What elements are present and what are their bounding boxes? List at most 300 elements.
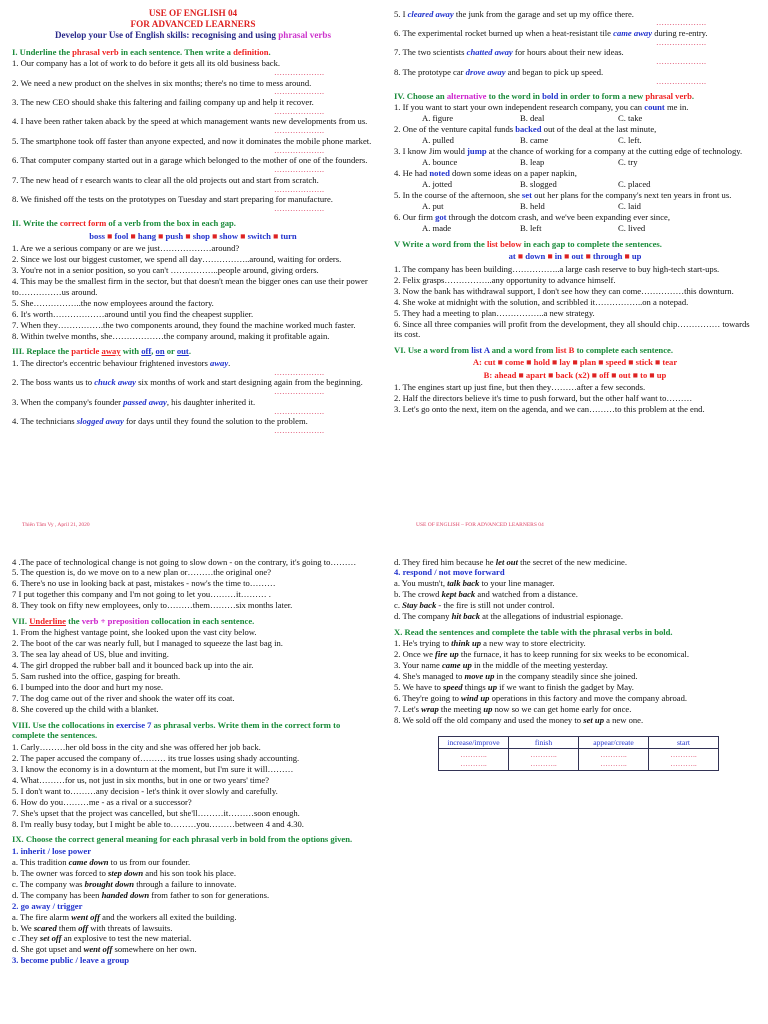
- word-box-item: through: [592, 251, 623, 262]
- cell-blank: ………..: [670, 750, 697, 760]
- highlighted-phrasal-verb: kept back: [441, 589, 476, 600]
- page-subtitle: Develop your Use of English skills: recognising and using phrasal verbs: [54, 30, 332, 41]
- exercise-item: [394, 124, 756, 134]
- sentence-text: 6. They're going to: [394, 693, 462, 704]
- left-column: [12, 8, 374, 435]
- sentence-text: at the chance of working for a company at the cutting edge of technology.: [486, 146, 743, 157]
- sentence-text: 5. We have to: [394, 682, 444, 693]
- sentence-text: c. The company was: [12, 878, 85, 889]
- exercise-item: 4. What………for us, not just in six months, but in one or two years' time?: [12, 774, 270, 785]
- bold-word: set: [521, 190, 532, 201]
- sentence-text: 8. We sold off the old company and used the money to: [394, 715, 584, 726]
- answer-option: B. deal: [520, 113, 545, 124]
- section-2-heading: II. Write the correct form of a verb from the box in each gap.: [12, 218, 236, 229]
- exercise-item: 1. The company has been building……………..a large cash reserve to buy high-tech start-ups.: [394, 263, 720, 274]
- word-box-item: speed: [605, 357, 627, 368]
- sentence-text: and watched from a distance.: [475, 589, 578, 600]
- table-header-cell: appear/create: [579, 736, 649, 748]
- word-box-item: hang: [137, 230, 157, 241]
- answer-blank: ……………….: [274, 184, 324, 194]
- highlighted-phrasal-verb: drove away: [465, 66, 506, 77]
- section-2-word-box: [12, 231, 374, 241]
- separator-icon: ■: [495, 357, 506, 368]
- exercise-item: 5. The question is, do we move on to a new plan or………the original one?: [12, 567, 272, 578]
- word-box-item: to: [640, 369, 648, 380]
- right-column-2: [394, 556, 756, 771]
- separator-icon: ■: [516, 369, 526, 380]
- separator-icon: ■: [270, 230, 281, 241]
- exercise-item: [12, 923, 374, 933]
- exercise-item: [394, 578, 756, 588]
- exercise-item: [394, 715, 756, 725]
- answer-blank: ……………….: [274, 367, 324, 377]
- word-box-item: up: [631, 251, 642, 262]
- meaning-group-label: 1. inherit / lose power: [12, 845, 92, 856]
- answer-option: A. jotted: [422, 179, 453, 190]
- sentence-text: for hours about their new ideas.: [512, 47, 624, 58]
- sentence-text: d. She got upset and: [12, 944, 84, 955]
- answer-blank: ……………….: [274, 204, 324, 214]
- highlighted-phrasal-verb: came away: [613, 27, 653, 38]
- section-3-heading: III. Replace the particle away with off, on or out.: [12, 346, 191, 357]
- sentence-text: b. The owner was forced to: [12, 867, 109, 878]
- exercise-item: [394, 589, 756, 599]
- section-5-items: [394, 264, 756, 340]
- phrasal-verb-table: [438, 736, 719, 771]
- bold-phrasal-verb: went off: [83, 944, 113, 955]
- highlighted-phrasal-verb: wind up: [461, 693, 490, 704]
- highlighted-phrasal-verb: passed away: [123, 396, 167, 407]
- separator-icon: ■: [209, 230, 220, 241]
- section-9-items-continued: [394, 557, 756, 567]
- answer-blank: ……………….: [274, 106, 324, 116]
- bold-phrasal-verb: set off: [39, 933, 62, 944]
- answer-blank: ……………….: [274, 87, 324, 97]
- word-box-item: down: [525, 251, 546, 262]
- highlighted-phrasal-verb: set up: [583, 715, 604, 726]
- exercise-item: 3. You're not in a senior position, so you can't ……………..people around, giving orders.: [12, 265, 319, 276]
- section-9-items: [12, 846, 374, 966]
- sentence-text: 7. Let's: [394, 704, 422, 715]
- word-box-item: apart: [525, 369, 546, 380]
- exercise-item: [12, 397, 374, 407]
- answer-options: [394, 223, 756, 233]
- highlighted-phrasal-verb: Stay back: [402, 600, 437, 611]
- sentence-text: the secret of the new medicine.: [517, 556, 627, 567]
- cell-blank: ………..: [530, 750, 557, 760]
- separator-icon: ■: [549, 357, 560, 368]
- exercise-item: 5. They had a meeting to plan……………..a new strategy.: [394, 307, 595, 318]
- word-box-item: back (x2): [555, 369, 590, 380]
- word-box-item: up: [656, 369, 667, 380]
- answer-options: [394, 113, 756, 123]
- answer-option: A. put: [422, 201, 444, 212]
- exercise-item: 3. The new CEO should shake this faltering and failing company up and help it recover.: [12, 96, 314, 107]
- sentence-text: b. We: [12, 922, 34, 933]
- answer-option: C. try: [618, 157, 638, 168]
- section-6-list-b: [394, 370, 756, 380]
- section-7-heading: VII. Underline the verb + preposition collocation in each sentence.: [12, 615, 255, 626]
- separator-icon: ■: [589, 369, 600, 380]
- section-9-group-label: 4. respond / not move forward: [394, 567, 505, 578]
- answer-option: B. held: [520, 201, 545, 212]
- word-box-item: boss: [89, 230, 106, 241]
- highlighted-phrasal-verb: chatted away: [466, 47, 513, 58]
- exercise-item: 6. How do you………me - as a rival or a successor?: [12, 796, 192, 807]
- cell-blank: ………..: [600, 759, 627, 769]
- answer-blank: ……………….: [274, 165, 324, 175]
- exercise-item: 7 I put together this company and I'm not going to let you………it……… .: [12, 589, 271, 600]
- answer-option: B. leap: [520, 157, 545, 168]
- highlighted-phrasal-verb: cleared away: [407, 8, 454, 19]
- section-7-items: [12, 627, 374, 714]
- sentence-text: 1. He's trying to: [394, 638, 452, 649]
- page-title-line2: FOR ADVANCED LEARNERS: [130, 19, 256, 30]
- section-3-items-continued: [394, 9, 756, 86]
- separator-icon: ■: [545, 369, 556, 380]
- word-box-item: stick: [635, 357, 653, 368]
- sentence-text: them: [56, 922, 79, 933]
- answer-option: C. left.: [618, 135, 642, 146]
- section-4-heading: IV. Choose an alternative to the word in bold in order to form a new phrasal verb.: [394, 90, 695, 101]
- exercise-item: [394, 638, 756, 648]
- section-5-heading: V Write a word from the list below in each gap to complete the sentences.: [394, 238, 662, 249]
- sentence-text: to your line manager.: [479, 578, 555, 589]
- section-8-items: [12, 742, 374, 829]
- exercise-item: 1. The engines start up just fine, but then they………after a few seconds.: [394, 382, 646, 393]
- exercise-item: 4 .The pace of technological change is not going to slow down - on the contrary, it's going to………: [12, 556, 357, 567]
- separator-icon: ■: [652, 357, 663, 368]
- bold-word: backed: [515, 124, 542, 135]
- exercise-item: [12, 933, 374, 943]
- sentence-text: 5. In the course of the afternoon, she: [394, 190, 522, 201]
- sentence-text: through the dotcom crash, and we've been expanding ever since,: [446, 212, 671, 223]
- word-box-item: fool: [114, 230, 129, 241]
- answer-option: B. slogged: [520, 179, 557, 190]
- sentence-text: 3. When the company's founder: [12, 396, 124, 407]
- sentence-text: 3. I know Jim would: [394, 146, 468, 157]
- exercise-item: 2. The boot of the car was nearly full, but I managed to squeeze the last bag in.: [12, 638, 283, 649]
- separator-icon: ■: [583, 251, 593, 262]
- separator-icon: ■: [156, 230, 166, 241]
- separator-icon: ■: [238, 230, 248, 241]
- word-list-label: A:: [472, 357, 485, 368]
- sentence-text: 7. The two scientists: [394, 47, 467, 58]
- section-1-heading: I. Underline the phrasal verb in each sentence. Then write a definition.: [12, 46, 271, 57]
- bold-word: noted: [429, 168, 450, 179]
- sentence-text: 2. Once we: [394, 649, 436, 660]
- word-box-item: shop: [192, 230, 210, 241]
- table-body: [439, 749, 719, 771]
- bold-phrasal-verb: off: [78, 922, 89, 933]
- word-box-item: switch: [247, 230, 271, 241]
- exercise-item: 8. She covered up the child with a blanket.: [12, 704, 159, 715]
- exercise-item: [12, 416, 374, 426]
- sentence-text: a. The fire alarm: [12, 911, 72, 922]
- highlighted-phrasal-verb: up: [483, 704, 493, 715]
- meaning-group-label: 2. go away / trigger: [12, 900, 83, 911]
- sentence-text: the junk from the garage and set up my office there.: [453, 8, 634, 19]
- highlighted-phrasal-verb: think up: [451, 638, 482, 649]
- section-9-group-4-items: [394, 578, 756, 621]
- separator-icon: ■: [626, 357, 636, 368]
- exercise-item: 2. Half the directors believe it's time to push forward, but the other half want to………: [394, 393, 693, 404]
- exercise-item: 2. Felix grasps……………..any opportunity to advance himself.: [394, 274, 616, 285]
- answer-option: C. placed: [618, 179, 651, 190]
- bold-phrasal-verb: went off: [71, 911, 100, 922]
- bottom-sheet: [0, 548, 768, 1024]
- exercise-item: 3. I know the economy is in a downturn at the moment, but I'm sure it will………: [12, 763, 294, 774]
- sentence-text: 2. The boss wants us to: [12, 377, 95, 388]
- sentence-text: with threats of lawsuits.: [88, 922, 173, 933]
- exercise-item: 5. I don't want to………any decision - let's think it over slowly and carefully.: [12, 785, 278, 796]
- table-header-cell: increase/improve: [439, 736, 509, 748]
- highlighted-phrasal-verb: fire up: [435, 649, 459, 660]
- exercise-item: 6. I bumped into the door and hurt my nose.: [12, 682, 164, 693]
- sentence-text: and the workers all exited the building.: [99, 911, 237, 922]
- table-cell: [649, 749, 719, 771]
- answer-blank: ……………….: [656, 18, 706, 28]
- section-3-items: [12, 358, 374, 435]
- sentence-text: 4. She's managed to: [394, 671, 465, 682]
- highlighted-phrasal-verb: wrap: [421, 704, 439, 715]
- exercise-item: [394, 557, 756, 567]
- cell-blank: ………..: [460, 759, 487, 769]
- answer-option: C. lived: [618, 223, 646, 234]
- sentence-text: down some ideas on a paper napkin,: [449, 168, 577, 179]
- table-cell: [509, 749, 579, 771]
- word-box-item: at: [508, 251, 516, 262]
- separator-icon: ■: [515, 251, 526, 262]
- sentence-text: a. You mustn't,: [394, 578, 448, 589]
- sentence-text: a new one.: [604, 715, 644, 726]
- sentence-text: if we want to finish the gadget by May.: [497, 682, 634, 693]
- separator-icon: ■: [622, 251, 632, 262]
- word-box-item: turn: [280, 230, 297, 241]
- bold-word: got: [435, 212, 447, 223]
- section-6-heading: VI. Use a word from list A and a word from list B to complete each sentence.: [394, 344, 673, 355]
- exercise-item: 7. The dog came out of the river and shook the water off its coat.: [12, 693, 235, 704]
- sentence-text: somewhere on her own.: [112, 944, 197, 955]
- exercise-item: 8. I'm really busy today, but I might be able to………you………between 4 and 4.30.: [12, 818, 304, 829]
- word-box-item: out: [571, 251, 584, 262]
- sentence-text: six months of work and start designing again from the beginning.: [135, 377, 363, 388]
- word-box-item: hold: [533, 357, 550, 368]
- sentence-text: the furnace, it has to keep running for six weeks to be economical.: [458, 649, 689, 660]
- bold-word: count: [644, 102, 665, 113]
- answer-option: A. bounce: [422, 157, 458, 168]
- separator-icon: ■: [105, 230, 115, 241]
- section-4-items: [394, 102, 756, 233]
- sentence-text: 6. The experimental rocket burned up when a heat-resistant tile: [394, 27, 614, 38]
- highlighted-phrasal-verb: hit back: [451, 611, 481, 622]
- highlighted-phrasal-verb: chuck away: [94, 377, 136, 388]
- highlighted-phrasal-verb: slogged away: [76, 416, 124, 427]
- exercise-item: [394, 102, 756, 112]
- exercise-item: 1. Our company has a lot of work to do before it gets all its old business back.: [12, 58, 281, 69]
- sentence-text: d. The company has been: [12, 889, 102, 900]
- sentence-text: during re-entry.: [652, 27, 708, 38]
- exercise-item: [394, 600, 756, 610]
- exercise-item: 5. She……………..the now employees around the factory.: [12, 297, 214, 308]
- bold-phrasal-verb: step down: [108, 867, 144, 878]
- exercise-item: 6. It's worth………………around until you find the cheapest supplier.: [12, 308, 254, 319]
- answer-blank: ……………….: [274, 426, 324, 436]
- exercise-item: [12, 890, 374, 900]
- sentence-text: c.: [394, 600, 403, 611]
- sentence-text: 3. Your name: [394, 660, 442, 671]
- footer-left: Thiên Tâm Vy , April 21, 2020: [22, 522, 90, 528]
- sentence-text: things: [462, 682, 488, 693]
- exercise-item: 6. Since all three companies will profit from the development, they all should chip…………… towards its cost.: [394, 318, 750, 340]
- exercise-item: [12, 868, 374, 878]
- footer-right: USE OF ENGLISH – FOR ADVANCED LEARNERS 04: [416, 522, 544, 528]
- exercise-item: [394, 671, 756, 681]
- separator-icon: ■: [630, 369, 641, 380]
- sentence-text: 4. The technicians: [12, 416, 77, 427]
- exercise-item: [394, 146, 756, 156]
- bold-phrasal-verb: came down: [68, 856, 109, 867]
- answer-option: C. laid: [618, 201, 641, 212]
- sentence-text: out of the deal at the last minute,: [541, 124, 657, 135]
- bold-phrasal-verb: brought down: [84, 878, 135, 889]
- exercise-item: 2. We need a new product on the shelves in six months; there's no time to mess around.: [12, 77, 312, 88]
- highlighted-phrasal-verb: away: [210, 357, 229, 368]
- highlighted-phrasal-verb: move up: [464, 671, 495, 682]
- exercise-item: [12, 912, 374, 922]
- sentence-text: for days until they found the solution to the problem.: [123, 416, 308, 427]
- answer-blank: ……………….: [656, 37, 706, 47]
- exercise-item: [394, 190, 756, 200]
- highlighted-phrasal-verb: came up: [441, 660, 472, 671]
- exercise-item: [12, 944, 374, 954]
- exercise-item: 8. We finished off the tests on the prototypes on Tuesday and start preparing for manufacture.: [12, 194, 333, 205]
- exercise-item: [394, 704, 756, 714]
- exercise-item: [394, 9, 756, 19]
- highlighted-phrasal-verb: let out: [495, 556, 518, 567]
- exercise-item: [394, 212, 756, 222]
- page-title: USE OF ENGLISH 04: [148, 8, 238, 18]
- exercise-item: 4. She woke at midnight with the solution, and scribbled it……………..on a notepad.: [394, 296, 689, 307]
- sentence-text: in the middle of the meeting yesterday.: [471, 660, 608, 671]
- answer-option: B. left: [520, 223, 542, 234]
- separator-icon: ■: [545, 251, 555, 262]
- answer-option: A. figure: [422, 113, 454, 124]
- bold-phrasal-verb: scared: [33, 922, 57, 933]
- cell-blank: ………..: [530, 759, 557, 769]
- right-column: [394, 8, 756, 415]
- section-10-items: [394, 638, 756, 725]
- cell-blank: ………..: [600, 750, 627, 760]
- sentence-text: out her plans for the company's next ten years in front us.: [531, 190, 732, 201]
- section-8-heading: VIII. Use the collocations in exercise 7 as phrasal verbs. Write them in the correct form to complete the sentences.: [12, 719, 341, 741]
- exercise-item: [394, 649, 756, 659]
- word-box-item: ahead: [494, 369, 517, 380]
- sentence-text: c .They: [12, 933, 40, 944]
- exercise-item: [394, 28, 756, 38]
- sentence-text: operations in this factory and move the company abroad.: [489, 693, 688, 704]
- section-1-items: [12, 58, 374, 213]
- exercise-item: [12, 857, 374, 867]
- word-box-item: push: [165, 230, 184, 241]
- sentence-text: a new way to store electricity.: [481, 638, 586, 649]
- word-box-item: come: [505, 357, 525, 368]
- sentence-text: d. They fired him because he: [394, 556, 496, 567]
- sentence-text: now so we can get home early for once.: [492, 704, 632, 715]
- exercise-item: 7. She's upset that the project was cancelled, but she'll………it………soon enough.: [12, 807, 300, 818]
- word-box-item: tear: [662, 357, 678, 368]
- exercise-item: 1. Are we a serious company or are we just………………around?: [12, 243, 240, 254]
- exercise-item: 3. Now the bank has withdrawal support, I don't see how they can come……………this downturn.: [394, 285, 734, 296]
- sentence-text: b. The crowd: [394, 589, 442, 600]
- separator-icon: ■: [183, 230, 193, 241]
- answer-blank: ……………….: [656, 76, 706, 86]
- answer-blank: ……………….: [274, 126, 324, 136]
- word-box-item: in: [554, 251, 562, 262]
- sentence-text: in the company steadily since she joined.: [494, 671, 638, 682]
- answer-blank: ……………….: [274, 145, 324, 155]
- table-row: [439, 749, 719, 771]
- sentence-text: d. The company: [394, 611, 452, 622]
- highlighted-phrasal-verb: up: [487, 682, 497, 693]
- exercise-item: 7. When they…………….the two components around, they found the machine worked much faster.: [12, 319, 356, 330]
- exercise-item: [12, 377, 374, 387]
- separator-icon: ■: [596, 357, 606, 368]
- sentence-text: from father to son for generations.: [149, 889, 270, 900]
- sentence-text: me in.: [664, 102, 689, 113]
- answer-options: [394, 135, 756, 145]
- section-10-heading: X. Read the sentences and complete the table with the phrasal verbs in bold.: [394, 626, 673, 637]
- exercise-item: [394, 693, 756, 703]
- sentence-text: 2. One of the venture capital funds: [394, 124, 516, 135]
- exercise-item: 4. The girl dropped the rubber ball and it bounced back up into the air.: [12, 660, 254, 671]
- section-5-word-box: [394, 251, 756, 261]
- sentence-text: 8. The prototype car: [394, 66, 466, 77]
- left-column-2: [12, 556, 374, 966]
- exercise-item: 2. Since we lost our biggest customer, we spend all day……………..around, waiting for orders.: [12, 254, 342, 265]
- answer-options: [394, 179, 756, 189]
- answer-option: C. take: [618, 113, 643, 124]
- sentence-text: the meeting: [438, 704, 484, 715]
- sentence-text: 5. I: [394, 8, 408, 19]
- exercise-item: 6. That computer company started out in a garage which belonged to the mother of one of the founders.: [12, 155, 368, 166]
- meaning-group-label: 3. become public / leave a group: [12, 955, 130, 966]
- exercise-item: 1. From the highest vantage point, she looked upon the vast city below.: [12, 627, 257, 638]
- sentence-text: and began to pick up speed.: [505, 66, 604, 77]
- table-cell: [439, 749, 509, 771]
- section-6-items: [394, 382, 756, 414]
- word-box-item: cut: [484, 357, 496, 368]
- answer-options: [394, 157, 756, 167]
- sentence-text: an explosive to test the new material.: [61, 933, 192, 944]
- sentence-text: , his daughter inherited it.: [166, 396, 256, 407]
- answer-option: A. made: [422, 223, 452, 234]
- section-9-heading: IX. Choose the correct general meaning for each phrasal verb in bold from the options given.: [12, 834, 353, 845]
- exercise-item: 8. They took on fifty new employees, only to………them………six months later.: [12, 600, 293, 611]
- separator-icon: ■: [570, 357, 580, 368]
- exercise-item: [12, 358, 374, 368]
- exercise-item: 4. I have been rather taken aback by the speed at which management wants new developments from us.: [12, 116, 368, 127]
- sentence-text: - the fire is still not under control.: [436, 600, 555, 611]
- answer-blank: ……………….: [274, 406, 324, 416]
- section-6-list-a: [394, 357, 756, 367]
- table-cell: [579, 749, 649, 771]
- section-6-items-continued: [12, 557, 374, 611]
- exercise-item: 6. There's no use in looking back at past, mistakes - now's the time to………: [12, 578, 276, 589]
- separator-icon: ■: [561, 251, 572, 262]
- cell-blank: ………..: [670, 759, 697, 769]
- separator-icon: ■: [524, 357, 534, 368]
